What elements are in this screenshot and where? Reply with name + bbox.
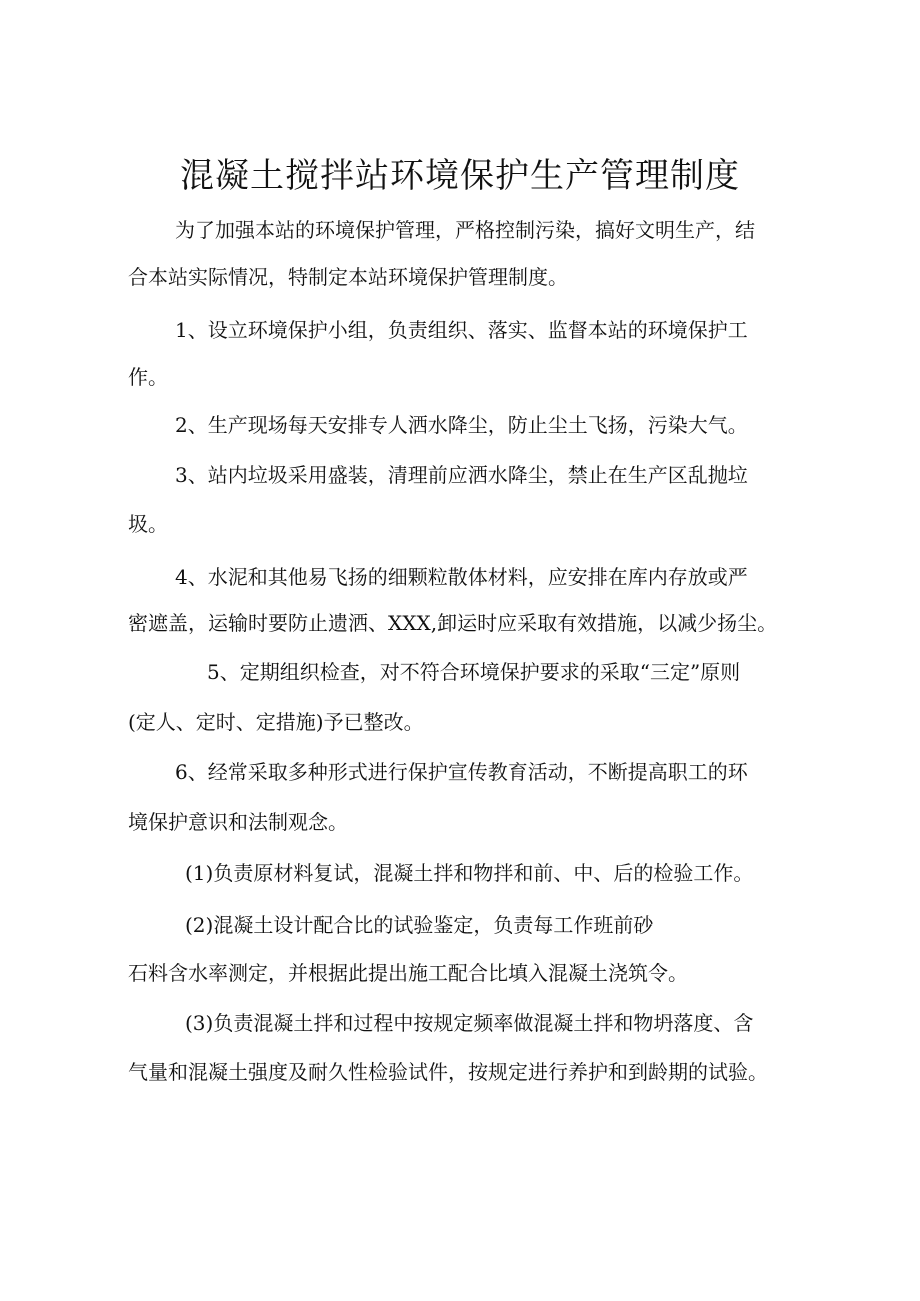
item-2-line-1: 2、生产现场每天安排专人洒水降尘，防止尘土飞扬，污染大气。 [175, 413, 748, 437]
intro-line-1: 为了加强本站的环境保护管理，严格控制污染，搞好文明生产，结 [175, 218, 755, 242]
item-4-line-1: 4、水泥和其他易飞扬的细颗粒散体材料，应安排在库内存放或严 [175, 565, 748, 589]
item-1-line-2: 作。 [128, 365, 168, 389]
intro-line-2: 合本站实际情况，特制定本站环境保护管理制度。 [128, 265, 568, 289]
item-3-line-2: 圾。 [128, 512, 168, 536]
item-4-line-2: 密遮盖，运输时要防止遗洒、XXX,卸运时应采取有效措施，以减少扬尘。 [128, 611, 778, 635]
sub-item-1-line-1: (1)负责原材料复试，混凝土拌和物拌和前、中、后的检验工作。 [185, 861, 754, 885]
document-title: 混凝土搅拌站环境保护生产管理制度 [180, 156, 740, 196]
item-5-line-2: (定人、定时、定措施)予已整改。 [128, 710, 424, 734]
sub-item-2-line-1: (2)混凝土设计配合比的试验鉴定，负责每工作班前砂 [185, 913, 654, 937]
item-6-line-1: 6、经常采取多种形式进行保护宣传教育活动，不断提高职工的环 [175, 760, 748, 784]
sub-item-2-line-2: 石料含水率测定，并根据此提出施工配合比填入混凝土浇筑令。 [128, 961, 688, 985]
item-3-line-1: 3、站内垃圾采用盛装，清理前应洒水降尘，禁止在生产区乱抛垃 [175, 463, 748, 487]
item-5-line-1: 5、定期组织检查，对不符合环境保护要求的采取“三定”原则 [207, 660, 741, 684]
item-1-line-1: 1、设立环境保护小组，负责组织、落实、监督本站的环境保护工 [175, 318, 748, 342]
item-6-line-2: 境保护意识和法制观念。 [128, 810, 348, 834]
sub-item-3-line-1: (3)负责混凝土拌和过程中按规定频率做混凝土拌和物坍落度、含 [185, 1011, 754, 1035]
sub-item-3-line-2: 气量和混凝土强度及耐久性检验试件，按规定进行养护和到龄期的试验。 [128, 1060, 768, 1084]
